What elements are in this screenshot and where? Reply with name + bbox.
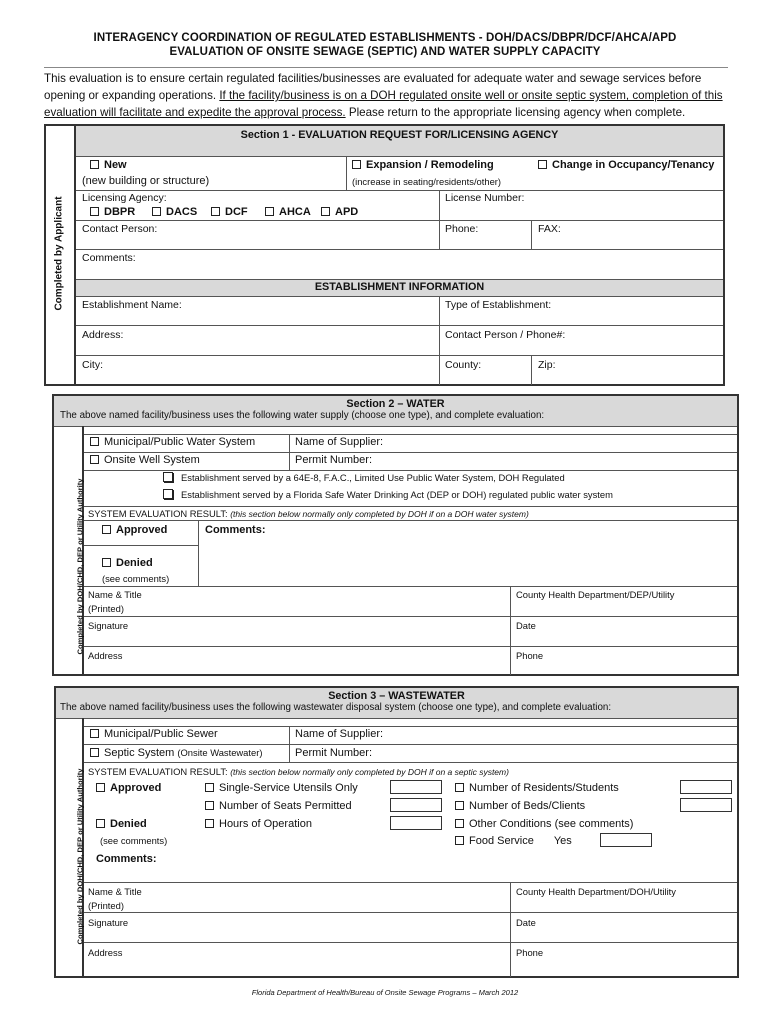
sewer-approved-checkbox[interactable] <box>96 783 105 792</box>
food-yes: Yes <box>553 835 572 847</box>
sewer-denied-label: Denied <box>110 818 147 830</box>
address-label: Address: <box>82 329 124 341</box>
residents-option[interactable] <box>455 782 619 794</box>
food-field[interactable] <box>600 833 652 847</box>
phone-label: Phone: <box>445 223 479 235</box>
footer: Florida Department of Health/Bureau of Onsite Sewage Programs – March 2012 <box>251 988 519 997</box>
sewer-printed: (Printed) <box>88 900 124 911</box>
food-checkbox[interactable] <box>455 836 464 845</box>
other-checkbox[interactable] <box>455 819 464 828</box>
residents-field[interactable] <box>680 780 732 794</box>
water-see-comments: (see comments) <box>102 573 170 584</box>
wastewater-result-row <box>88 766 509 777</box>
water-comments-text: Comments <box>205 524 262 536</box>
residents-label: Number of Residents/Students <box>469 782 619 794</box>
agency-apd[interactable] <box>321 206 358 218</box>
water-date: Date <box>516 620 536 631</box>
beds-checkbox[interactable] <box>455 801 464 810</box>
food-option[interactable] <box>455 835 572 847</box>
section3-title: Section 3 – WASTEWATER <box>328 690 465 702</box>
contact-person-label: Contact Person: <box>82 223 158 235</box>
expansion-option[interactable] <box>352 159 494 171</box>
residents-checkbox[interactable] <box>455 783 464 792</box>
water-printed: (Printed) <box>88 603 124 614</box>
new-label: New <box>104 159 127 171</box>
license-number-label: License Number: <box>445 192 525 204</box>
sewer-approved-label: Approved <box>110 782 162 794</box>
food-label: Food Service <box>469 835 534 847</box>
water-denied-checkbox[interactable] <box>102 558 111 567</box>
utensils-field[interactable] <box>390 780 442 794</box>
sewer-date: Date <box>516 917 536 928</box>
water-result-label: SYSTEM EVALUATION RESULT: <box>88 508 228 519</box>
municipal-sewer-checkbox[interactable] <box>90 729 99 738</box>
beds-label: Number of Beds/Clients <box>469 800 586 812</box>
hours-checkbox[interactable] <box>205 819 214 828</box>
water-supplier-label: Name of Supplier: <box>295 436 384 448</box>
intro-part1: This evaluation is to ensure certain regulated facilities/businesses are evaluated for adequate water and sewage services before opening or expanding operations. <box>44 72 702 102</box>
sewer-denied-option[interactable] <box>96 818 147 830</box>
sewer-address: Address <box>88 947 123 958</box>
other-option[interactable] <box>455 818 633 830</box>
agency-ahca[interactable] <box>265 206 311 218</box>
other-label: Other Conditions (see comments) <box>469 818 634 830</box>
est1-option[interactable] <box>163 472 565 483</box>
municipal-water-option[interactable] <box>90 436 255 448</box>
ahca-checkbox[interactable] <box>265 207 274 216</box>
septic-checkbox[interactable] <box>90 748 99 757</box>
water-signature: Signature <box>88 620 129 631</box>
dcf-checkbox[interactable] <box>211 207 220 216</box>
septic-sub: (Onsite Wastewater) <box>177 747 263 758</box>
septic-option[interactable] <box>90 747 262 759</box>
header-line1: INTERAGENCY COORDINATION OF REGULATED ESTABLISHMENTS - DOH/DACS/DBPR/DCF/AHCA/APD <box>93 32 677 44</box>
water-name-title: Name & Title <box>88 589 142 600</box>
sewer-see-comments: (see comments) <box>100 835 168 846</box>
water-result-note: (this section below normally only completed by DOH if on a DOH water system) <box>230 509 529 519</box>
dacs-checkbox[interactable] <box>152 207 161 216</box>
section2-side-label: Completed by DOH/CHD, DEP or Utility Authority <box>75 478 85 655</box>
water-phone: Phone <box>516 650 544 661</box>
water-approved-checkbox[interactable] <box>102 525 111 534</box>
est1-checkbox[interactable] <box>163 472 173 482</box>
municipal-sewer-option[interactable] <box>90 728 218 740</box>
wastewater-result-label: SYSTEM EVALUATION RESULT: <box>88 766 228 777</box>
dbpr-label: DBPR <box>104 206 136 218</box>
water-denied-label: Denied <box>116 557 153 569</box>
est2-label: Establishment served by a Florida Safe Water Drinking Act (DEP or DOH) regulated public water system <box>181 489 613 500</box>
section2-title: Section 2 – WATER <box>346 398 445 410</box>
sewer-supplier-label: Name of Supplier: <box>295 728 384 740</box>
licensing-agency-label: Licensing Agency: <box>82 192 167 204</box>
est-type-label: Type of Establishment: <box>445 299 552 311</box>
onsite-well-option[interactable] <box>90 454 200 466</box>
new-sub: (new building or structure) <box>82 175 210 187</box>
intro-underlined: If the facility/business is on a DOH regulated onsite well or onsite septic system, completion of this evaluation will facilitate and expedite the approval process. <box>44 89 723 119</box>
new-option[interactable] <box>90 159 127 171</box>
water-comments-label: Comments: <box>205 524 266 536</box>
sewer-county-dept: County Health Department/DOH/Utility <box>516 886 676 897</box>
water-address: Address <box>88 650 123 661</box>
seats-checkbox[interactable] <box>205 801 214 810</box>
est2-checkbox[interactable] <box>163 489 173 499</box>
header-line2: EVALUATION OF ONSITE SEWAGE (SEPTIC) AND WATER SUPPLY CAPACITY <box>169 46 601 58</box>
seats-field[interactable] <box>390 798 442 812</box>
sewer-comments-label: Comments: <box>96 853 157 865</box>
hours-option[interactable] <box>205 818 312 830</box>
onsite-well-label: Onsite Well System <box>104 454 200 466</box>
ahca-label: AHCA <box>279 206 311 218</box>
utensils-label: Single-Service Utensils Only <box>219 782 358 794</box>
sewer-name-title: Name & Title <box>88 886 142 897</box>
seats-label: Number of Seats Permitted <box>219 800 352 812</box>
agency-dcf[interactable] <box>211 206 248 218</box>
expansion-sub: (increase in seating/residents/other) <box>352 176 502 187</box>
municipal-water-checkbox[interactable] <box>90 437 99 446</box>
expansion-label: Expansion / Remodeling <box>366 159 494 171</box>
utensils-checkbox[interactable] <box>205 783 214 792</box>
wastewater-result-note: (this section below normally only completed by DOH if on a septic system) <box>230 767 509 777</box>
change-checkbox[interactable] <box>538 160 547 169</box>
sewer-denied-checkbox[interactable] <box>96 819 105 828</box>
dcf-label: DCF <box>225 206 248 218</box>
expansion-checkbox[interactable] <box>352 160 361 169</box>
section3-header <box>56 688 737 718</box>
zip-label: Zip: <box>538 359 556 371</box>
apd-label: APD <box>335 206 359 218</box>
section2-subtitle: The above named facility/business uses the following water supply (choose one type), and complete evaluation: <box>60 410 545 421</box>
change-label: Change in Occupancy/Tenancy <box>552 159 715 171</box>
comments-label: Comments: <box>82 252 136 264</box>
establishment-title: ESTABLISHMENT INFORMATION <box>76 280 723 296</box>
section1-side-label: Completed by Applicant <box>53 196 65 311</box>
dbpr-checkbox[interactable] <box>90 207 99 216</box>
contact-phone-label: Contact Person / Phone#: <box>445 329 566 341</box>
water-county-dept: County Health Department/DEP/Utility <box>516 589 675 600</box>
county-label: County: <box>445 359 482 371</box>
hours-field[interactable] <box>390 816 442 830</box>
est2-option[interactable] <box>163 489 613 500</box>
agency-dbpr[interactable] <box>90 206 135 218</box>
septic-label: Septic System <box>104 747 175 759</box>
water-denied-option[interactable] <box>102 557 153 569</box>
beds-option[interactable] <box>455 800 585 812</box>
water-permit-label: Permit Number: <box>295 454 373 466</box>
est-name-label: Establishment Name: <box>82 299 182 311</box>
seats-option[interactable] <box>205 800 352 812</box>
agency-dacs[interactable] <box>152 206 197 218</box>
utensils-option[interactable] <box>205 782 358 794</box>
sewer-signature: Signature <box>88 917 129 928</box>
intro-part2: Please return to the appropriate licensing agency when complete. <box>345 106 686 119</box>
sewer-approved-option[interactable] <box>96 782 161 794</box>
beds-field[interactable] <box>680 798 732 812</box>
est1-label: Establishment served by a 64E-8, F.A.C., Limited Use Public Water System, DOH Regulated <box>181 472 565 483</box>
water-result-row <box>88 508 529 519</box>
sewer-phone: Phone <box>516 947 544 958</box>
intro-text <box>44 70 734 121</box>
hours-label: Hours of Operation <box>219 818 312 830</box>
change-option[interactable] <box>538 159 714 171</box>
water-approved-option[interactable] <box>102 524 167 536</box>
water-approved-label: Approved <box>116 524 168 536</box>
municipal-sewer-label: Municipal/Public Sewer <box>104 728 218 740</box>
apd-checkbox[interactable] <box>321 207 330 216</box>
section3-side-label: Completed by DOH/CHD, DEP or Utility Authority <box>75 768 85 945</box>
section2-header <box>54 396 737 426</box>
sewer-permit-label: Permit Number: <box>295 747 373 759</box>
dacs-label: DACS <box>166 206 198 218</box>
fax-label: FAX: <box>538 223 561 235</box>
city-label: City: <box>82 359 103 371</box>
municipal-water-label: Municipal/Public Water System <box>104 436 256 448</box>
section1-title: Section 1 - EVALUATION REQUEST FOR/LICENSING AGENCY <box>76 126 723 156</box>
new-checkbox[interactable] <box>90 160 99 169</box>
section3-subtitle: The above named facility/business uses the following wastewater disposal system (choose one type), and complete evaluation: <box>60 702 612 713</box>
sewer-comments-text: Comments <box>96 853 153 865</box>
onsite-well-checkbox[interactable] <box>90 455 99 464</box>
